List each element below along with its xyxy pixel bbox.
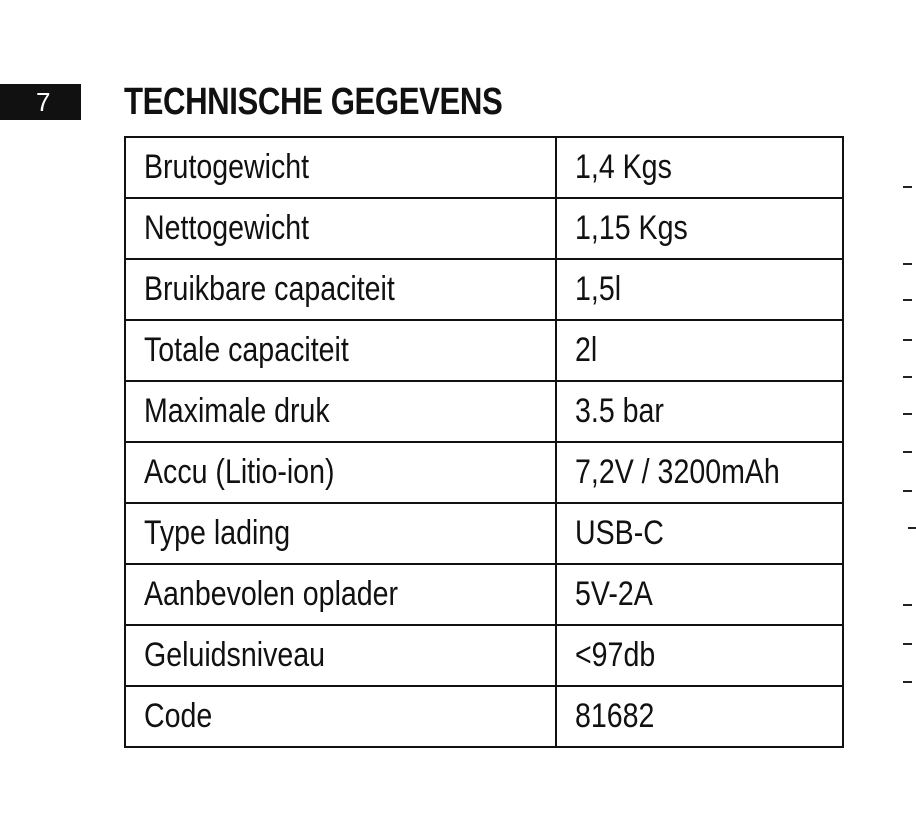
spec-value: USB-C <box>556 503 843 564</box>
edge-dash <box>903 413 912 415</box>
edge-dash <box>903 299 912 301</box>
spec-value: 1,15 Kgs <box>556 198 843 259</box>
table-row <box>125 381 843 442</box>
edge-dash <box>903 643 912 645</box>
technical-specs-table <box>124 136 844 748</box>
spec-value: 1,5l <box>556 259 843 320</box>
section-number: 7 <box>36 87 51 117</box>
section-number-badge <box>0 84 81 120</box>
spec-value: 81682 <box>556 686 843 747</box>
spec-label: Bruikbare capaciteit <box>125 259 556 320</box>
edge-dash <box>903 339 912 341</box>
spec-value: 3.5 bar <box>556 381 843 442</box>
edge-dash <box>903 681 912 683</box>
spec-value: 5V-2A <box>556 564 843 625</box>
table-row <box>125 198 843 259</box>
edge-dash <box>903 451 912 453</box>
spec-value: <97db <box>556 625 843 686</box>
spec-value: 7,2V / 3200mAh <box>556 442 843 503</box>
table-row <box>125 259 843 320</box>
table-row <box>125 564 843 625</box>
spec-value: 2l <box>556 320 843 381</box>
spec-label: Accu (Litio-ion) <box>125 442 556 503</box>
table-row <box>125 625 843 686</box>
edge-dash <box>903 376 912 378</box>
table-row <box>125 686 843 747</box>
spec-label: Type lading <box>125 503 556 564</box>
edge-dash <box>903 186 912 188</box>
table-row <box>125 442 843 503</box>
edge-dash <box>908 527 916 529</box>
spec-label: Nettogewicht <box>125 198 556 259</box>
spec-label: Totale capaciteit <box>125 320 556 381</box>
spec-label: Maximale druk <box>125 381 556 442</box>
edge-dash <box>903 490 912 492</box>
spec-label: Geluidsniveau <box>125 625 556 686</box>
table-row <box>125 320 843 381</box>
table-row <box>125 503 843 564</box>
edge-dash <box>903 263 912 265</box>
spec-label: Code <box>125 686 556 747</box>
edge-dash <box>903 604 912 606</box>
spec-label: Brutogewicht <box>125 137 556 198</box>
page-title: TECHNISCHE GEGEVENS <box>124 81 503 123</box>
spec-label: Aanbevolen oplader <box>125 564 556 625</box>
table-row <box>125 137 843 198</box>
spec-value: 1,4 Kgs <box>556 137 843 198</box>
